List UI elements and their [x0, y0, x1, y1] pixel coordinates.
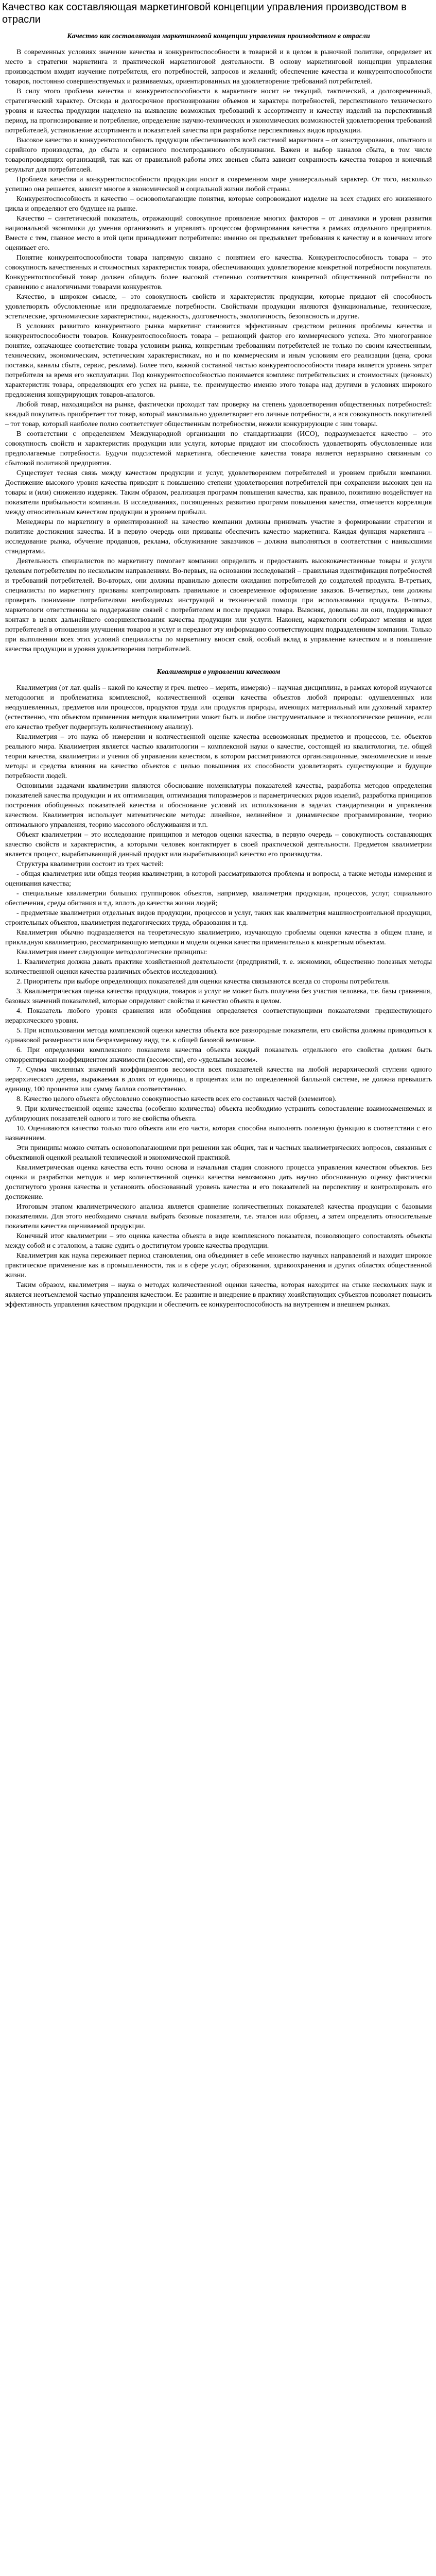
- paragraph: 10. Оцениваются качество только того объекта или его части, которая способна выполнять полезную функцию в соответствии с его назначением.: [5, 1125, 432, 1142]
- paragraph: Качество – синтетический показатель, отражающий совокупное проявление многих факторов – от динамики и уровня развития национальной экономики до умения организовать и управлять процессом формирования качества в рамках отдельного предприятия. Вместе с тем, главное место в этой цепи принадлежит потребителю: именно он предъявляет требования к качеству и в конечном итоге оценивает его.: [5, 215, 432, 252]
- paragraph: 3. Квалиметрическая оценка качества продукции, товаров и услуг не может быть получена без участия человека, т.е. базы сравнения, базовых значений показателей, которые определяют свойства и качество объекта в целом.: [5, 988, 432, 1005]
- paragraph: - специальные квалиметрии больших группировок объектов, например, квалиметрия продукции, процессов, услуг, социального обеспечения, среды обитания и т.д. вплоть до качества жизни людей;: [5, 890, 432, 907]
- paragraph: 6. При определении комплексного показателя качества объекта каждый показатель отдельного его свойства должен быть откорректирован коэффициентом значимости (весомости), его «удельным весом».: [5, 1046, 432, 1064]
- paragraph: Деятельность специалистов по маркетингу помогает компании определить и предоставить высококачественные товары и услуги целевым потребителям по нескольким направлениям. Во-первых, на основании исследований – правильная идентификация потребностей и требований потребителей. Во-вторых, они должны правильно донести ожидания потребителей до создателей продукта. В-третьих, специалисты по маркетингу призваны контролировать правильное и своевременное оформление заказов. В-четвертых, они должны проверять понимание потребителями необходимых инструкций и технической помощи при использовании продукта. В-пятых, маркетологи ответственны за поддержание связей с потребителем и после продажи товара. Выясняя, довольны ли они, поддерживают контакт в целях дальнейшего совершенствования качества продукции или услуги. Наконец, маркетологи собирают мнения и идеи потребителей в отношении улучшения товаров и услуг и передают эту информацию соответствующим подразделениям компании. Только при выполнении всех этих условий специалисты по маркетингу вносят свой, особый вклад в управление качеством и в повышение качества продукции и уровня удовлетворения потребителей.: [5, 557, 432, 653]
- article-quality-marketing: [0, 31, 436, 654]
- article-body: [5, 47, 432, 654]
- paragraph: - общая квалиметрия или общая теория квалиметрии, в которой рассматриваются проблемы и вопросы, а также методы измерения и оценивания качества;: [5, 870, 432, 888]
- paragraph: Квалиметрия (от лат. qualis – какой по качеству и греч. metreo – мерить, измеряю) – научная дисциплина, в рамках которой изучаются методология и проблематика комплексной, количественной оценки качества объектов любой природы: одушевленных или неодушевленных, предметов или процессов, продуктов труда или продуктов природы, имеющих материальный или духовный характер (естественно, что объектом применения методов квалиметрии может быть и любое инструментальное и технологическое решение, если его качество требует подвергнуть количественному анализу).: [5, 684, 432, 731]
- paragraph: Высокое качество и конкурентоспособность продукции обеспечиваются всей системой маркетинга – от конструирования, опытного и серийного производства, до сбыта и сервисного послепродажного обслуживания. Важен и выбор каналов сбыта, в том числе товаропроводящих организаций, так как от правильной работы этих звеньев сбыта зависит сохранность качества товаров и конечный результат для потребителей.: [5, 137, 432, 174]
- paragraph: Квалиметрия обычно подразделяется на теоретическую квалиметрию, изучающую проблемы оценки качества в общем плане, и прикладную квалиметрию, рассматривающую методики и модели оценки качества применительно к конкретным объектам.: [5, 929, 432, 946]
- paragraph: Объект квалиметрии – это исследование принципов и методов оценки качества, в первую очередь – совокупность составляющих качество свойств и характеристик, а которыми человек контактирует в своей практической деятельности. Предметом квалиметрии является процесс, вырабатывающий данный продукт или вырабатывающий качество его производства.: [5, 831, 432, 858]
- paragraph: Любой товар, находящийся на рынке, фактически проходит там проверку на степень удовлетворения общественных потребностей: каждый покупатель приобретает тот товар, который максимально удовлетворяет его личные потребности, а вся совокупность покупателей – тот товар, который наиболее полно соответствует общественным потребностям, нежели конкурирующие с ним товары.: [5, 401, 432, 428]
- paragraph: Квалиметрия имеет следующие методологические принципы:: [16, 948, 207, 956]
- paragraph: - предметные квалиметрии отдельных видов продукции, процессов и услуг, таких как квалиметрия машиностроительной продукции, строительных объектов, квалиметрия педагогических труда, образования и т.д.: [5, 909, 432, 927]
- paragraph: В условиях развитого конкурентного рынка маркетинг становится эффективным средством решения проблемы качества и конкурентоспособности товаров. Конкурентоспособность товара – решающий фактор его коммерческого успеха. Это многогранное понятие, означающее соответствие товара условиям рынка, конкретным требованиям потребителей не только по своим качественным, техническим, экономическим, эстетическим характеристикам, но и по коммерческим и иным условиям его реализации (цена, сроки поставки, каналы сбыта, сервис, реклама). Более того, важной составной частью конкурентоспособности товара является уровень затрат потребителя за время его эксплуатации. Под конкурентоспособностью понимается комплекс потребительских и стоимостных (ценовых) характеристик товара, определяющих его успех на рынке, т.е. преимущество именно этого товара над другими в условиях широкого предложения конкурирующих товаров-аналогов.: [5, 323, 432, 399]
- paragraph: В современных условиях значение качества и конкурентоспособности в товарной и в целом в рыночной политике, определяет их место в стратегии маркетинга и практической маркетинговой деятельности. В основу маркетинговой концепции управления производством входит изучение потребителя, его потребностей, запросов и желаний; обеспечение качества и конкурентоспособности товаров, постоянно совершенствуемых и развиваемых, ориентированных на удовлетворение требований потребителей.: [5, 48, 432, 86]
- paragraph: 5. При использовании метода комплексной оценки качества объекта все разнородные показатели, его свойства должны приводиться к одинаковой размерности или безразмерному виду, т.е. к общей базовой величине.: [5, 1027, 432, 1044]
- paragraph: Конечный итог квалиметрии – это оценка качества объекта в виде комплексного показателя, позволяющего сопоставлять объекты между собой и с эталоном, а также судить о достигнутом уровне качества продукции.: [5, 1232, 432, 1250]
- paragraph: Таким образом, квалиметрия – наука о методах количественной оценки качества, которая находится на стыке нескольких наук и является неотъемлемой частью управления качеством. Ее развитие и внедрение в практику хозяйствующих субъектов позволяет повысить эффективность управления качеством продукции и обеспечить ее конкурентоспособность на внутреннем и внешнем рынках.: [5, 1281, 432, 1309]
- paragraph: Структура квалиметрии состоит из трех частей:: [16, 860, 164, 868]
- paragraph: 4. Показатель любого уровня сравнения или обобщения определяется соответствующими показателями предшествующего иерархического уровня.: [5, 1007, 432, 1025]
- article-qualimetry: [0, 667, 436, 1310]
- page-title: Качество как составляющая маркетинговой концепции управления производством в отрасли: [2, 2, 407, 25]
- paragraph: В соответствии с определением Международной организации по стандартизации (ИСО), подразумевается качество – это совокупность свойств и характеристик продукции или услуги, которые придают им способность удовлетворять обусловленные или предполагаемые потребности. Будучи подсистемой маркетинга, обеспечение качества товара является неразрывно связанным со сбытовой политикой предприятия.: [5, 430, 432, 467]
- paragraph: Квалиметрия как наука переживает период становления, она объединяет в себе множество научных направлений и находит широкое практическое применение как в промышленности, так и в сфере услуг, образования, здравоохранения и других областях общественной жизни.: [5, 1252, 432, 1279]
- paragraph: 2. Приоритеты при выборе определяющих показателей для оценки качества связываются всегда со стороны потребителя.: [16, 978, 390, 986]
- paragraph: В силу этого проблема качества и конкурентоспособности в маркетинге носит не текущий, тактический, а долговременный, стратегический характер. Отсюда и долгосрочное прогнозирование объемов и характера потребностей, перспективного технического уровня и качества продукции нацелено на выявление возможных требований к ассортименту и качеству изделий на перспективный период, на прогнозирование и потребление, определение научно-технических и экономических возможностей удовлетворения требований потребителей, установление ассортимента и показателей качества при разработке перспективных видов продукции.: [5, 88, 432, 134]
- paragraph: Качество, в широком смысле, – это совокупность свойств и характеристик продукции, которые придают ей способность удовлетворять обусловленные или предполагаемые потребности. Свойствами продукции являются функциональные, технические, эстетические, эргономические характеристики, надежность, долговечность, экологичность, безопасность и другие.: [5, 293, 432, 320]
- article-heading: Квалиметрия в управлении качеством: [156, 668, 281, 676]
- paragraph: 9. При количественной оценке качества (особенно количества) объекта необходимо устранить сопоставление взаимозаменяемых и дублирующих показателей одного и того же свойства объекта.: [5, 1105, 432, 1123]
- section-divider: [0, 654, 436, 664]
- article-heading: Качество как составляющая маркетинговой концепции управления производством в отрасли: [67, 32, 370, 40]
- paragraph: Менеджеры по маркетингу в ориентированной на качество компании должны принимать участие в формировании стратегии и политике достижения качества. И в первую очередь они призваны обеспечить качество маркетинга. Каждая функция маркетинга – исследование рынка, обучение продавцов, реклама, обслуживание заказчиков – должна выполняться в соответствии с наивысшими стандартами.: [5, 518, 432, 555]
- paragraph: 1. Квалиметрия должна давать практике хозяйственной деятельности (предприятий, т. е. экономики, общественно полезных методы количественной оценки качества различных объектов исследования).: [5, 958, 432, 976]
- paragraph: Итоговым этапом квалиметрического анализа является сравнение количественных показателей качества продукции с базовыми показателями. Для этого необходимо сначала выбрать базовые показатели, т.е. эталон или образец, а затем определить относительные показатели качества оцениваемой продукции.: [5, 1203, 432, 1230]
- paragraph: Квалиметрия – это наука об измерении и количественной оценке качества всевозможных предметов и процессов, т.е. объектов реального мира. Квалиметрия является частью квалитологии – комплексной науки о качестве, состоящей из квалитологии, т.е. общей теории качества, квалиметрии и учения об управлении качеством, в котором рассматриваются организационные, экономические и иные методы и средства влияния на качество объектов с целью повышения их способности удовлетворять существующие и будущие потребности людей.: [5, 733, 432, 780]
- paragraph: Конкурентоспособность и качество – основополагающие понятия, которые сопровождают изделие на всех стадиях его жизненного цикла и определяют его будущее на рынке.: [5, 195, 432, 213]
- paragraph: Квалиметрическая оценка качества есть точно основа и начальная стадия сложного процесса управления качеством объектов. Без оценки и разработки методов и мер количественной оценки качества невозможно дать научно обоснованную оценку фактически достигнутого уровня качества и установить обоснованный уровень качества и его показателей на перспективу и контролировать его достижение.: [5, 1164, 432, 1201]
- paragraph: 8. Качество целого объекта обусловлено совокупностью качеств всех его составных частей (элементов).: [16, 1095, 337, 1103]
- paragraph: Понятие конкурентоспособности товара напрямую связано с понятием его качества. Конкурентоспособность товара – это совокупность качественных и стоимостных характеристик товара, обеспечивающих удовлетворение конкретной потребности покупателя. Конкурентоспособный товар должен обладать более высокой степенью соответствия конкретной общественной потребности по сравнению с аналогичными товарами конкурентов.: [5, 254, 432, 291]
- article-body: [5, 683, 432, 1310]
- paragraph: Основными задачами квалиметрии являются обоснование номенклатуры показателей качества, разработка методов определения показателей качества продукции и их оптимизация, оптимизация типоразмеров и параметрических рядов изделий, разработка принципов построения обобщенных показателей качества и обоснование условий их использования в задачах стандартизации и управления качеством. Квалиметрия использует математические методы: линейное, нелинейное и динамическое программирование, теорию оптимального управления, теорию массового обслуживания и т.п.: [5, 782, 432, 829]
- paragraph: Проблема качества и конкурентоспособности продукции носит в современном мире универсальный характер. От того, насколько успешно она решается, зависит многое в экономической и социальной жизни любой страны.: [5, 176, 432, 193]
- paragraph: Существует тесная связь между качеством продукции и услуг, удовлетворением потребителей и уровнем прибыли компании. Достижение высокого уровня качества приводит к повышению степени удовлетворения потребителей при сохранении высоких цен на товары и (или) снижению издержек. Таким образом, реализация программ повышения качества, как правило, позитивно воздействует на показатели прибыльности компании. В исследованиях, посвященных развитию программ повышения качества, отмечается корреляция между относительным качеством продукции и уровнем прибыли.: [5, 469, 432, 516]
- paragraph: Эти принципы можно считать основополагающими при решении как общих, так и частных квалиметрических вопросов, связанных с объективной оценкой реальной технической и экономической практикой.: [5, 1144, 432, 1162]
- paragraph: 7. Сумма численных значений коэффициентов весомости всех показателей качества на любой иерархической ступени одного иерархического дерева, выражаемая в долях от единицы, в процентах или по определенной балльной системе, не должна превышать единицу, 100 процентов или сумму баллов соответственно.: [5, 1066, 432, 1093]
